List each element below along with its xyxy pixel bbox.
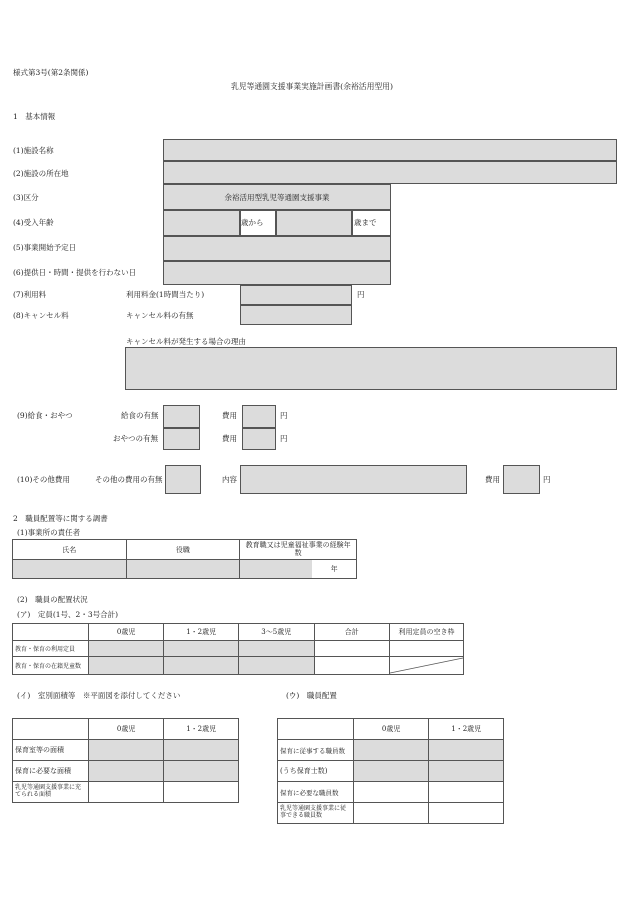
facility-address-field[interactable] <box>163 161 617 184</box>
capacity-header-blank <box>13 624 89 641</box>
room-cell[interactable] <box>164 761 239 782</box>
staff-cell[interactable] <box>429 761 504 782</box>
fee-field[interactable] <box>240 285 352 305</box>
room-header-row <box>13 719 239 740</box>
cancel-reason-field[interactable] <box>125 347 617 390</box>
meal-cost-yen: 円 <box>280 411 288 420</box>
meal-cost-field[interactable] <box>242 405 276 428</box>
facility-address-label: (2)施設の所在地 <box>13 169 69 178</box>
staff-header-age12: 1・2歳児 <box>429 719 504 740</box>
form-number: 様式第3号(第2条関係) <box>13 68 89 77</box>
capacity-cell[interactable] <box>88 641 163 657</box>
manager-experience-input[interactable] <box>240 560 312 578</box>
room-row <box>13 761 239 782</box>
staff-cell[interactable] <box>353 761 428 782</box>
capacity-row-enrolled <box>13 657 464 675</box>
capacity-label: (ア) 定員(1号、2・3号合計) <box>17 610 119 619</box>
room-table <box>12 718 239 803</box>
staff-row <box>278 761 504 782</box>
capacity-cell[interactable] <box>238 641 314 657</box>
manager-years-unit: 年 <box>330 565 338 573</box>
other-cost-yen: 円 <box>543 475 551 484</box>
meal-label: (9)給食・おやつ <box>17 411 73 420</box>
age-label: (4)受入年齢 <box>13 218 54 227</box>
staff-table <box>277 718 504 824</box>
capacity-cell[interactable] <box>88 657 163 675</box>
room-cell[interactable] <box>164 782 239 803</box>
other-cost-label: 費用 <box>485 475 500 484</box>
fee-unit: 円 <box>357 290 365 299</box>
other-sub-label: その他の費用の有無 <box>95 475 163 484</box>
start-date-field[interactable] <box>163 236 391 261</box>
room-row <box>13 740 239 761</box>
room-row <box>13 782 239 803</box>
snack-field[interactable] <box>163 428 200 450</box>
staff-cell[interactable] <box>353 782 428 803</box>
age-from-suffix: 歳から <box>241 218 264 227</box>
snack-sub-label: おやつの有無 <box>113 434 158 443</box>
meal-field[interactable] <box>163 405 200 428</box>
capacity-header-age12: 1・2歳児 <box>164 624 239 641</box>
room-cell[interactable] <box>88 761 164 782</box>
age-to-suffix-cell <box>352 210 391 236</box>
staff-label: (ウ) 職員配置 <box>286 691 337 700</box>
capacity-cell[interactable] <box>314 657 389 675</box>
manager-name-cell[interactable] <box>13 560 127 579</box>
other-label: (10)その他費用 <box>17 475 70 484</box>
manager-header-experience: 教育職又は児童福祉事業の経験年数 <box>240 540 357 560</box>
manager-experience-cell[interactable] <box>240 560 357 579</box>
capacity-cell[interactable] <box>238 657 314 675</box>
staff-row <box>278 740 504 761</box>
staff-row-label: 乳児等通園支援事業に従事できる職員数 <box>278 803 354 824</box>
manager-position-cell[interactable] <box>126 560 240 579</box>
capacity-cell[interactable] <box>389 641 463 657</box>
room-header-age0: 0歳児 <box>88 719 164 740</box>
capacity-header-age0: 0歳児 <box>88 624 163 641</box>
cancel-reason-label: キャンセル料が発生する場合の理由 <box>126 337 246 346</box>
staff-cell[interactable] <box>353 803 428 824</box>
capacity-header-vacancy: 利用定員の空き枠 <box>389 624 463 641</box>
room-header-age12: 1・2歳児 <box>164 719 239 740</box>
staff-row-label: 保育に従事する職員数 <box>278 740 354 761</box>
staff-cell[interactable] <box>429 782 504 803</box>
manager-table <box>12 539 357 579</box>
capacity-cell[interactable] <box>314 641 389 657</box>
facility-name-label: (1)施設名称 <box>13 146 54 155</box>
capacity-cell[interactable] <box>164 657 239 675</box>
manager-header-name: 氏名 <box>13 540 127 560</box>
category-label: (3)区分 <box>13 193 39 202</box>
capacity-header-total: 合計 <box>314 624 389 641</box>
staff-row-label: 保育に必要な職員数 <box>278 782 354 803</box>
room-cell[interactable] <box>88 782 164 803</box>
meal-cost-label: 費用 <box>222 411 237 420</box>
document-title: 乳児等通園支援事業実施計画書(余裕活用型用) <box>231 82 394 91</box>
other-content-field[interactable] <box>240 465 467 494</box>
start-date-label: (5)事業開始予定日 <box>13 243 77 252</box>
age-to-suffix: 歳まで <box>354 218 377 227</box>
other-cost-field[interactable] <box>503 465 540 494</box>
staff-header-row <box>278 719 504 740</box>
days-label: (6)提供日・時間・提供を行わない日 <box>13 268 137 277</box>
capacity-row-label-capacity: 教育・保育の利用定員 <box>13 641 89 657</box>
fee-sub-label: 利用料金(1時間当たり) <box>126 290 205 299</box>
staff-cell[interactable] <box>429 803 504 824</box>
capacity-cell[interactable] <box>164 641 239 657</box>
meal-sub-label: 給食の有無 <box>121 411 159 420</box>
capacity-header-row <box>13 624 464 641</box>
manager-header-position: 役職 <box>126 540 240 560</box>
staff-header-blank <box>278 719 354 740</box>
staffing-label: (2) 職員の配置状況 <box>17 595 88 604</box>
snack-cost-label: 費用 <box>222 434 237 443</box>
staff-cell[interactable] <box>429 740 504 761</box>
cancel-label: (8)キャンセル料 <box>13 311 69 320</box>
days-field[interactable] <box>163 261 391 285</box>
capacity-table <box>12 623 464 675</box>
capacity-row-label-enrolled: 教育・保育の在籍児童数 <box>13 657 89 675</box>
manager-label: (1)事業所の責任者 <box>17 528 81 537</box>
other-content-label: 内容 <box>222 475 237 484</box>
manager-row <box>13 560 357 579</box>
snack-cost-field[interactable] <box>242 428 276 450</box>
room-cell[interactable] <box>164 740 239 761</box>
category-value: 余裕活用型乳児等通園支援事業 <box>224 193 330 202</box>
staff-row <box>278 782 504 803</box>
other-field[interactable] <box>165 465 201 494</box>
age-from-suffix-cell <box>240 210 276 236</box>
category-field <box>163 184 391 210</box>
room-row-label: 乳児等通園支援事業に充てられる面積 <box>13 782 89 803</box>
staff-row-label: (うち保育士数) <box>278 761 354 782</box>
cancel-sub-label: キャンセル料の有無 <box>126 311 194 320</box>
snack-cost-yen: 円 <box>280 434 288 443</box>
manager-header-row <box>13 540 357 560</box>
diagonal-line <box>390 657 463 674</box>
staff-header-age0: 0歳児 <box>353 719 428 740</box>
staff-row <box>278 803 504 824</box>
room-header-blank <box>13 719 89 740</box>
room-label: (イ) 室別面積等 ※平面図を添付してください <box>17 691 181 700</box>
section1-heading: 1 基本情報 <box>13 112 56 121</box>
cancel-field[interactable] <box>240 305 352 325</box>
fee-label: (7)利用料 <box>13 290 47 299</box>
staff-cell[interactable] <box>353 740 428 761</box>
capacity-header-age35: 3～5歳児 <box>238 624 314 641</box>
section2-heading: 2 職員配置等に関する調書 <box>13 514 108 523</box>
age-to-field[interactable] <box>276 210 352 236</box>
room-row-label: 保育室等の面積 <box>13 740 89 761</box>
facility-name-field[interactable] <box>163 139 617 161</box>
room-cell[interactable] <box>88 740 164 761</box>
capacity-row-capacity <box>13 641 464 657</box>
room-row-label: 保育に必要な面積 <box>13 761 89 782</box>
age-from-field[interactable] <box>163 210 240 236</box>
capacity-diagonal-cell <box>389 657 463 675</box>
